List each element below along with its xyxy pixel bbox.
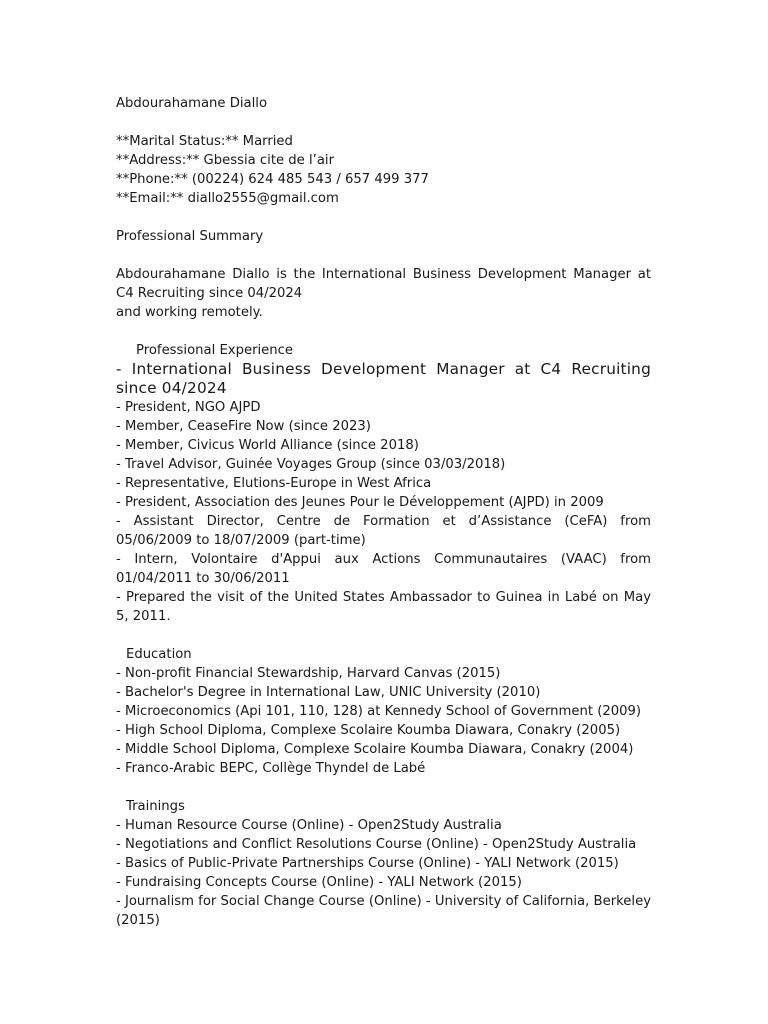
experience-item: - Member, Civicus World Alliance (since 2018) xyxy=(116,438,419,453)
spacer xyxy=(116,113,651,132)
training-item: - Basics of Public-Private Partnerships Course (Online) - YALI Network (2015) xyxy=(116,856,619,871)
spacer xyxy=(116,322,651,341)
training-item: - Negotiations and Conflict Resolutions Course (Online) - Open2Study Australia xyxy=(116,837,637,852)
resume-document xyxy=(116,94,651,930)
education-heading: Education xyxy=(126,647,192,662)
summary-text: Abdourahamane Diallo is the International Business Development Manager at C4 Recruiting since 04/2024 xyxy=(116,267,651,301)
education-item: - High School Diploma, Complexe Scolaire Koumba Diawara, Conakry (2005) xyxy=(116,723,621,738)
spacer xyxy=(116,208,651,227)
training-item: - Journalism for Social Change Course (Online) - University of California, Berkeley (2015) xyxy=(116,894,651,928)
education-item: - Middle School Diploma, Complexe Scolaire Koumba Diawara, Conakry (2004) xyxy=(116,742,634,757)
spacer xyxy=(116,626,651,645)
person-name: Abdourahamane Diallo xyxy=(116,96,268,111)
training-item: - Fundraising Concepts Course (Online) - YALI Network (2015) xyxy=(116,875,522,890)
experience-item: - Assistant Director, Centre de Formation et d’Assistance (CeFA) from 05/06/2009 to 18/07/2009 (part-time) xyxy=(116,514,651,548)
experience-item: - Representative, Elutions-Europe in West Africa xyxy=(116,476,432,491)
address: **Address:** Gbessia cite de l’air xyxy=(116,153,334,168)
spacer xyxy=(116,778,651,797)
education-item: - Bachelor's Degree in International Law, UNIC University (2010) xyxy=(116,685,541,700)
experience-item: - Prepared the visit of the United States Ambassador to Guinea in Labé on May 5, 2011. xyxy=(116,590,651,624)
trainings-heading: Trainings xyxy=(126,799,185,814)
summary-text-continued: and working remotely. xyxy=(116,305,263,320)
experience-heading: Professional Experience xyxy=(136,343,293,358)
marital-status: **Marital Status:** Married xyxy=(116,134,293,149)
experience-item: - Travel Advisor, Guinée Voyages Group (since 03/03/2018) xyxy=(116,457,506,472)
experience-item: - President, NGO AJPD xyxy=(116,400,261,415)
experience-item: - Intern, Volontaire d'Appui aux Actions Communautaires (VAAC) from 01/04/2011 to 30/06/2011 xyxy=(116,552,651,586)
phone: **Phone:** (00224) 624 485 543 / 657 499 377 xyxy=(116,172,429,187)
education-item: - Franco-Arabic BEPC, Collège Thyndel de Labé xyxy=(116,761,426,776)
education-item: - Microeconomics (Api 101, 110, 128) at Kennedy School of Government (2009) xyxy=(116,704,642,719)
education-item: - Non-profit Financial Stewardship, Harvard Canvas (2015) xyxy=(116,666,501,681)
experience-item: - Member, CeaseFire Now (since 2023) xyxy=(116,419,371,434)
experience-item: - President, Association des Jeunes Pour le Développement (AJPD) in 2009 xyxy=(116,495,604,510)
summary-heading: Professional Summary xyxy=(116,229,264,244)
experience-lead-item: - International Business Development Manager at C4 Recruiting since 04/2024 xyxy=(116,360,651,397)
spacer xyxy=(116,246,651,265)
email: **Email:** diallo2555@gmail.com xyxy=(116,191,339,206)
training-item: - Human Resource Course (Online) - Open2Study Australia xyxy=(116,818,502,833)
